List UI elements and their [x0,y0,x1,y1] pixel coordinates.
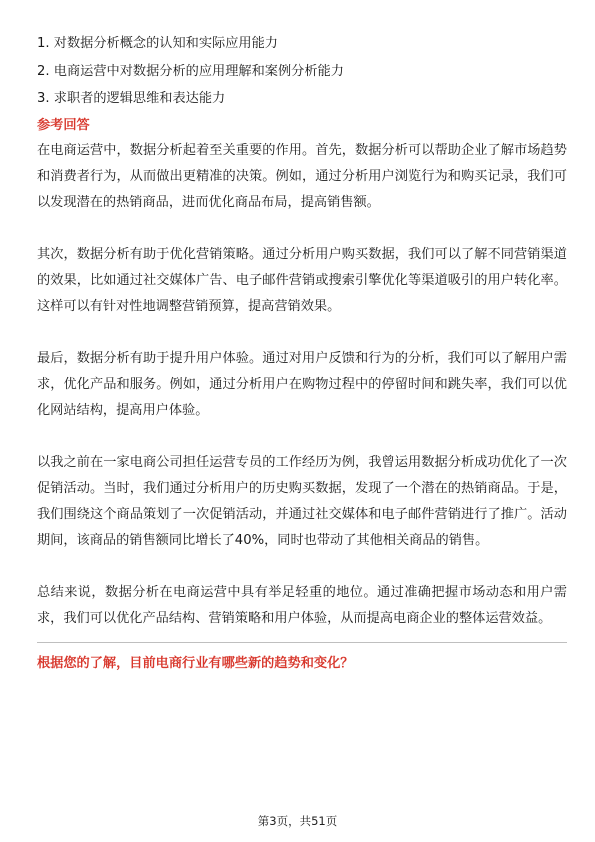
paragraph-gap [37,424,567,450]
criteria-item: 1. 对数据分析概念的认知和实际应用能力 [37,36,278,51]
paragraph-gap [37,216,567,242]
page-number: 第3页，共51页 [257,814,338,828]
answer-paragraph: 其次，数据分析有助于优化营销策略。通过分析用户购买数据，我们可以了解不同营销渠道的效果，比如通过社交媒体广告、电子邮件营销或搜索引擎优化等渠道吸引的用户转化率。这样可以有针对性地调整营销预算，提高营销效果。 [37,246,567,314]
answer-paragraph: 总结来说，数据分析在电商运营中具有举足轻重的地位。通过准确把握市场动态和用户需求，我们可以优化产品结构、营销策略和用户体验，从而提高电商企业的整体运营效益。 [37,584,567,626]
next-question-heading: 根据您的了解，目前电商行业有哪些新的趋势和变化？ [37,655,354,671]
document-page [37,30,567,677]
answer-paragraph: 最后，数据分析有助于提升用户体验。通过对用户反馈和行为的分析，我们可以了解用户需求，优化产品和服务。例如，通过分析用户在购物过程中的停留时间和跳失率，我们可以优化网站结构，提高用户体验。 [37,350,567,418]
section-divider [37,642,567,643]
answer-label: 参考回答 [37,117,90,133]
paragraph-gap [37,554,567,580]
criteria-item: 2. 电商运营中对数据分析的应用理解和案例分析能力 [37,63,344,79]
criteria-list [37,30,567,113]
criteria-item: 3. 求职者的逻辑思维和表达能力 [37,91,226,106]
paragraph-gap [37,320,567,346]
answer-paragraph: 在电商运营中，数据分析起着至关重要的作用。首先，数据分析可以帮助企业了解市场趋势和消费者行为，从而做出更精准的决策。例如，通过分析用户浏览行为和购买记录，我们可以发现潜在的热销商品，进而优化商品布局，提高销售额。 [37,142,567,210]
answer-paragraph: 以我之前在一家电商公司担任运营专员的工作经历为例，我曾运用数据分析成功优化了一次促销活动。当时，我们通过分析用户的历史购买数据，发现了一个潜在的热销商品。于是，我们围绕这个商品策划了一次促销活动，并通过社交媒体和电子邮件营销进行了推广。活动期间，该商品的销售额同比增长了40%，同时也带动了其他相关商品的销售。 [37,454,567,548]
